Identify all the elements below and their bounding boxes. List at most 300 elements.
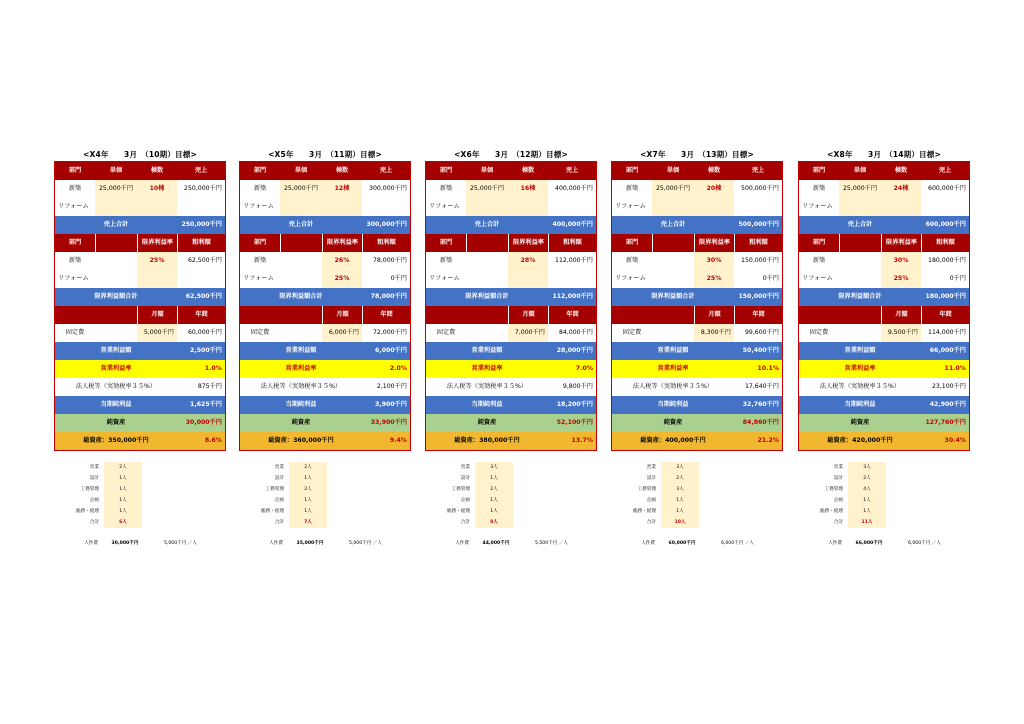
staff-total-label: 合計 — [460, 520, 470, 525]
staff-total-count: 8人 — [475, 517, 513, 528]
personnel-cost-line — [64, 539, 224, 549]
net-assets-label: 純資産 — [477, 419, 497, 426]
sales-total-row — [799, 216, 969, 234]
op-profit-label: 営業利益額 — [657, 347, 689, 354]
staff-count: 2人 — [661, 473, 699, 484]
margin-total-label: 限界利益額合計 — [279, 293, 323, 300]
fixed-header-blank — [55, 306, 137, 324]
reform-units-cell — [322, 198, 362, 216]
fixed-cost-row — [426, 324, 596, 342]
staff-total-row — [249, 517, 339, 528]
sales-new-value: 300,000千円 — [369, 185, 407, 192]
financial-table — [239, 161, 411, 451]
margin-header-amount: 粗利額 — [362, 234, 410, 252]
fixed-month-value: 8,300千円 — [694, 324, 734, 342]
staff-count: 1人 — [475, 506, 513, 517]
total-assets-row — [240, 432, 410, 450]
margin-new-value: 180,000千円 — [928, 257, 966, 264]
margin-rate-new: 26% — [322, 252, 362, 270]
margin-header-rate: 限界利益率 — [881, 234, 921, 252]
sales-new-row — [612, 180, 782, 198]
staff-row — [249, 473, 339, 484]
margin-rate-reform — [137, 270, 177, 288]
panel-title: <X7年 3月 （13期）目標> — [640, 150, 754, 159]
sales-new-value: 500,000千円 — [741, 185, 779, 192]
margin-new-row — [799, 252, 969, 270]
header-units: 棟数 — [335, 167, 349, 174]
dept-reform-label: リフォーム — [429, 203, 460, 210]
margin-total-value: 180,000千円 — [925, 293, 966, 300]
margin-total-row — [426, 288, 596, 306]
units-value: 16棟 — [508, 180, 548, 198]
staff-row — [249, 495, 339, 506]
staff-label: 企画 — [89, 498, 99, 503]
staff-count: 2人 — [104, 462, 142, 473]
staff-count: 3人 — [661, 462, 699, 473]
op-rate-row — [426, 360, 596, 378]
personnel-cost-label: 人件費 — [455, 541, 469, 546]
margin-total-label: 限界利益額合計 — [94, 293, 138, 300]
staff-count: 1人 — [289, 495, 327, 506]
dept-reform-label: リフォーム — [615, 203, 646, 210]
sales-new-row — [799, 180, 969, 198]
dept-reform-label: リフォーム — [802, 203, 833, 210]
margin-reform-blank — [280, 270, 322, 288]
sales-total-label: 売上合計 — [847, 221, 873, 228]
op-profit-row — [799, 342, 969, 360]
staff-row — [808, 506, 898, 517]
op-rate-row — [612, 360, 782, 378]
fixed-cost-label: 固定費 — [65, 329, 85, 336]
unit-price-value: 25,000千円 — [466, 180, 508, 198]
personnel-cost-line — [621, 539, 781, 549]
staff-total-label: 合計 — [646, 520, 656, 525]
op-profit-value: 66,000千円 — [929, 347, 966, 354]
net-profit-row — [799, 396, 969, 414]
fixed-cost-label: 固定費 — [250, 329, 270, 336]
op-rate-value: 10.1% — [757, 365, 779, 372]
fixed-cost-row — [240, 324, 410, 342]
margin-new-blank — [95, 252, 137, 270]
total-assets-row — [426, 432, 596, 450]
margin-new-label: 新築 — [439, 257, 453, 264]
panel-title: <X5年 3月 （11期）目標> — [268, 150, 382, 159]
tax-label: 法人税等（実効税率３５%） — [819, 383, 901, 390]
net-assets-value: 33,900千円 — [370, 419, 407, 426]
fixed-month-value: 6,000千円 — [322, 324, 362, 342]
margin-total-label: 限界利益額合計 — [651, 293, 695, 300]
margin-header-rate: 限界利益率 — [694, 234, 734, 252]
staff-row — [808, 462, 898, 473]
margin-new-blank — [466, 252, 508, 270]
net-profit-value: 1,625千円 — [190, 401, 222, 408]
reform-sales-cell — [734, 198, 782, 216]
panel-title: <X8年 3月 （14期）目標> — [827, 150, 941, 159]
personnel-cost-value: 66,000千円 — [855, 541, 883, 546]
margin-header-dept: 部門 — [68, 239, 82, 246]
staff-row — [621, 484, 711, 495]
net-assets-row — [240, 414, 410, 432]
header-dept: 部門 — [439, 167, 453, 174]
reform-units-cell — [508, 198, 548, 216]
equity-ratio-value: 13.7% — [571, 437, 593, 444]
margin-header-amount: 粗利額 — [921, 234, 969, 252]
net-assets-value: 52,100千円 — [556, 419, 593, 426]
staff-count: 2人 — [848, 473, 886, 484]
fixed-year-value: 72,000千円 — [372, 329, 407, 336]
margin-new-label: 新築 — [625, 257, 639, 264]
staff-row — [621, 473, 711, 484]
unit-price-value: 25,000千円 — [839, 180, 881, 198]
margin-rate-new: 30% — [881, 252, 921, 270]
op-profit-row — [240, 342, 410, 360]
reform-price-cell — [652, 198, 694, 216]
equity-ratio-value: 9.4% — [389, 437, 407, 444]
reform-price-cell — [95, 198, 137, 216]
total-assets-label: 総資産：400,000千円 — [640, 437, 706, 444]
personnel-cost-value: 44,000千円 — [482, 541, 510, 546]
target-panel — [611, 149, 783, 451]
staff-table — [621, 462, 711, 528]
op-rate-value: 2.0% — [389, 365, 407, 372]
staff-count: 1人 — [475, 495, 513, 506]
per-person-cost: 5,000千円 ／人 — [349, 541, 382, 546]
staff-count: 2人 — [289, 462, 327, 473]
staff-table — [249, 462, 339, 528]
header-sales: 売上 — [194, 167, 208, 174]
staff-label: 工務管理 — [451, 487, 470, 492]
header-units: 棟数 — [150, 167, 164, 174]
reform-units-cell — [137, 198, 177, 216]
financial-table — [425, 161, 597, 451]
margin-header-amount: 粗利額 — [734, 234, 782, 252]
staff-count: 1人 — [661, 506, 699, 517]
margin-rate-new: 25% — [137, 252, 177, 270]
staff-row — [435, 506, 525, 517]
sales-total-label: 売上合計 — [288, 221, 314, 228]
staff-label: 設計 — [89, 476, 99, 481]
header-sales: 売上 — [938, 167, 952, 174]
op-rate-row — [240, 360, 410, 378]
tax-value: 875千円 — [197, 383, 222, 390]
sales-total-value: 600,000千円 — [925, 221, 966, 228]
fixed-year-value: 84,000千円 — [558, 329, 593, 336]
header-dept: 部門 — [253, 167, 267, 174]
fixed-cost-label: 固定費 — [809, 329, 829, 336]
margin-header-blank — [280, 234, 322, 252]
margin-reform-blank — [839, 270, 881, 288]
fixed-cost-blank — [280, 324, 322, 342]
fixed-header-row — [799, 306, 969, 324]
staff-count: 1人 — [104, 484, 142, 495]
net-profit-label: 当期純利益 — [100, 401, 132, 408]
margin-reform-row — [612, 270, 782, 288]
net-profit-value: 3,900千円 — [375, 401, 407, 408]
margin-new-value: 62,500千円 — [187, 257, 222, 264]
header-dept: 部門 — [68, 167, 82, 174]
reform-sales-cell — [177, 198, 225, 216]
margin-reform-value — [177, 270, 225, 288]
margin-rate-reform: 25% — [322, 270, 362, 288]
margin-reform-label: リフォーム — [243, 275, 274, 282]
margin-reform-value: 0千円 — [390, 275, 407, 282]
staff-count: 1人 — [848, 506, 886, 517]
op-profit-value: 6,000千円 — [375, 347, 407, 354]
fixed-header-month: 月額 — [881, 306, 921, 324]
dept-new-label: 新築 — [625, 185, 639, 192]
unit-price-value: 25,000千円 — [95, 180, 137, 198]
margin-new-value: 112,000千円 — [555, 257, 593, 264]
net-profit-label: 当期純利益 — [285, 401, 317, 408]
header-sales: 売上 — [379, 167, 393, 174]
margin-reform-value — [548, 270, 596, 288]
reform-price-cell — [466, 198, 508, 216]
per-person-cost: 6,000千円 ／人 — [721, 541, 754, 546]
net-assets-row — [55, 414, 225, 432]
reform-sales-cell — [362, 198, 410, 216]
header-units: 棟数 — [707, 167, 721, 174]
fixed-header-row — [55, 306, 225, 324]
net-profit-value: 42,900千円 — [929, 401, 966, 408]
fixed-header-month: 月額 — [694, 306, 734, 324]
header-dept: 部門 — [812, 167, 826, 174]
staff-total-count: 11人 — [848, 517, 886, 528]
staff-label: 総務・経理 — [447, 509, 470, 514]
staff-row — [249, 506, 339, 517]
net-assets-label: 純資産 — [291, 419, 311, 426]
staff-table — [435, 462, 525, 528]
op-profit-label: 営業利益額 — [285, 347, 317, 354]
personnel-cost-label: 人件費 — [828, 541, 842, 546]
op-rate-row — [799, 360, 969, 378]
staff-count: 1人 — [289, 506, 327, 517]
staff-label: 営業 — [89, 465, 99, 470]
header-sales: 売上 — [565, 167, 579, 174]
margin-new-row — [55, 252, 225, 270]
sales-new-value: 600,000千円 — [928, 185, 966, 192]
net-profit-row — [240, 396, 410, 414]
op-rate-label: 営業利益率 — [657, 365, 689, 372]
margin-header-row — [426, 234, 596, 252]
net-assets-label: 純資産 — [663, 419, 683, 426]
op-rate-label: 営業利益率 — [285, 365, 317, 372]
margin-header-blank — [95, 234, 137, 252]
reform-price-cell — [839, 198, 881, 216]
sales-total-value: 500,000千円 — [738, 221, 779, 228]
equity-ratio-value: 30.4% — [944, 437, 966, 444]
net-assets-label: 純資産 — [106, 419, 126, 426]
margin-header-blank — [652, 234, 694, 252]
margin-total-value: 150,000千円 — [738, 293, 779, 300]
sales-new-row — [426, 180, 596, 198]
margin-reform-label: リフォーム — [58, 275, 89, 282]
staff-count: 3人 — [475, 462, 513, 473]
personnel-cost-label: 人件費 — [641, 541, 655, 546]
margin-new-label: 新築 — [812, 257, 826, 264]
staff-total-count: 6人 — [104, 517, 142, 528]
staff-label: 設計 — [646, 476, 656, 481]
staff-row — [435, 473, 525, 484]
tax-value: 2,100千円 — [376, 383, 407, 390]
staff-count: 1人 — [661, 495, 699, 506]
fixed-cost-blank — [466, 324, 508, 342]
target-panel — [798, 149, 970, 451]
financial-table — [54, 161, 226, 451]
sales-new-value: 400,000千円 — [555, 185, 593, 192]
target-panel — [239, 149, 411, 451]
sales-total-row — [55, 216, 225, 234]
op-profit-row — [55, 342, 225, 360]
op-profit-row — [426, 342, 596, 360]
staff-label: 営業 — [274, 465, 284, 470]
reform-units-cell — [881, 198, 921, 216]
sales-header-row — [426, 162, 596, 180]
sales-reform-row — [426, 198, 596, 216]
sales-total-label: 売上合計 — [103, 221, 129, 228]
total-assets-label: 総資産：360,000千円 — [268, 437, 334, 444]
per-person-cost: 6,000千円 ／人 — [908, 541, 941, 546]
fixed-cost-blank — [95, 324, 137, 342]
staff-label: 営業 — [460, 465, 470, 470]
margin-rate-new: 28% — [508, 252, 548, 270]
staff-count: 2人 — [289, 484, 327, 495]
sales-header-row — [240, 162, 410, 180]
sales-new-row — [240, 180, 410, 198]
margin-new-label: 新築 — [68, 257, 82, 264]
margin-header-dept: 部門 — [812, 239, 826, 246]
op-rate-label: 営業利益率 — [471, 365, 503, 372]
margin-rate-reform — [508, 270, 548, 288]
staff-count: 2人 — [475, 484, 513, 495]
net-assets-row — [426, 414, 596, 432]
staff-total-count: 7人 — [289, 517, 327, 528]
dept-new-label: 新築 — [68, 185, 82, 192]
sales-total-row — [240, 216, 410, 234]
staff-label: 工務管理 — [824, 487, 843, 492]
margin-header-row — [240, 234, 410, 252]
total-assets-label: 総資産：350,000千円 — [83, 437, 149, 444]
fixed-cost-blank — [652, 324, 694, 342]
fixed-cost-row — [799, 324, 969, 342]
staff-row — [808, 473, 898, 484]
net-profit-value: 18,200千円 — [556, 401, 593, 408]
net-assets-value: 30,000千円 — [185, 419, 222, 426]
margin-total-value: 78,000千円 — [370, 293, 407, 300]
margin-total-value: 112,000千円 — [552, 293, 593, 300]
header-units: 棟数 — [521, 167, 535, 174]
margin-header-blank — [839, 234, 881, 252]
staff-total-row — [64, 517, 154, 528]
personnel-cost-line — [249, 539, 409, 549]
margin-header-amount: 粗利額 — [177, 234, 225, 252]
header-unit-price: 単価 — [109, 167, 123, 174]
staff-total-count: 10人 — [661, 517, 699, 528]
header-unit-price: 単価 — [666, 167, 680, 174]
tax-value: 9,800千円 — [562, 383, 593, 390]
fixed-month-value: 5,000千円 — [137, 324, 177, 342]
staff-row — [621, 495, 711, 506]
tax-value: 23,100千円 — [931, 383, 966, 390]
units-value: 12棟 — [322, 180, 362, 198]
fixed-header-year: 年間 — [177, 306, 225, 324]
margin-rate-new: 30% — [694, 252, 734, 270]
staff-count: 4人 — [848, 484, 886, 495]
staff-row — [64, 462, 154, 473]
staff-label: 企画 — [460, 498, 470, 503]
tax-label: 法人税等（実効税率３５%） — [446, 383, 528, 390]
tax-label: 法人税等（実効税率３５%） — [632, 383, 714, 390]
staff-count: 1人 — [104, 506, 142, 517]
staff-count: 3人 — [661, 484, 699, 495]
target-panel — [54, 149, 226, 451]
dept-new-label: 新築 — [439, 185, 453, 192]
financial-table — [798, 161, 970, 451]
header-sales: 売上 — [751, 167, 765, 174]
fixed-year-value: 60,000千円 — [187, 329, 222, 336]
op-rate-value: 1.0% — [204, 365, 222, 372]
personnel-cost-line — [808, 539, 968, 549]
margin-total-label: 限界利益額合計 — [465, 293, 509, 300]
fixed-header-blank — [799, 306, 881, 324]
fixed-header-blank — [240, 306, 322, 324]
margin-reform-label: リフォーム — [429, 275, 460, 282]
net-profit-value: 32,760千円 — [742, 401, 779, 408]
sales-total-value: 300,000千円 — [366, 221, 407, 228]
personnel-cost-label: 人件費 — [84, 541, 98, 546]
staff-count: 1人 — [104, 473, 142, 484]
fixed-header-year: 年間 — [734, 306, 782, 324]
net-assets-value: 127,760千円 — [925, 419, 966, 426]
equity-ratio-value: 21.2% — [757, 437, 779, 444]
tax-row — [799, 378, 969, 396]
total-assets-row — [55, 432, 225, 450]
margin-header-rate: 限界利益率 — [508, 234, 548, 252]
staff-table — [808, 462, 898, 528]
margin-header-dept: 部門 — [439, 239, 453, 246]
tax-row — [240, 378, 410, 396]
unit-price-value: 25,000千円 — [280, 180, 322, 198]
op-profit-row — [612, 342, 782, 360]
margin-header-amount: 粗利額 — [548, 234, 596, 252]
tax-row — [426, 378, 596, 396]
margin-rate-reform: 25% — [881, 270, 921, 288]
staff-row — [808, 484, 898, 495]
margin-reform-blank — [652, 270, 694, 288]
staff-count: 1人 — [475, 473, 513, 484]
sales-total-value: 250,000千円 — [181, 221, 222, 228]
reform-sales-cell — [548, 198, 596, 216]
staff-total-row — [435, 517, 525, 528]
staff-row — [621, 462, 711, 473]
net-assets-label: 純資産 — [850, 419, 870, 426]
fixed-header-blank — [612, 306, 694, 324]
op-profit-label: 営業利益額 — [471, 347, 503, 354]
staff-row — [435, 495, 525, 506]
equity-ratio-value: 8.6% — [204, 437, 222, 444]
fixed-month-value: 9,500千円 — [881, 324, 921, 342]
op-rate-value: 7.0% — [575, 365, 593, 372]
op-rate-label: 営業利益率 — [844, 365, 876, 372]
net-assets-row — [612, 414, 782, 432]
margin-reform-value: 0千円 — [949, 275, 966, 282]
margin-reform-blank — [466, 270, 508, 288]
margin-header-dept: 部門 — [625, 239, 639, 246]
per-person-cost: 5,000千円 ／人 — [164, 541, 197, 546]
fixed-header-month: 月額 — [508, 306, 548, 324]
tax-row — [55, 378, 225, 396]
op-profit-value: 2,500千円 — [190, 347, 222, 354]
personnel-cost-label: 人件費 — [269, 541, 283, 546]
